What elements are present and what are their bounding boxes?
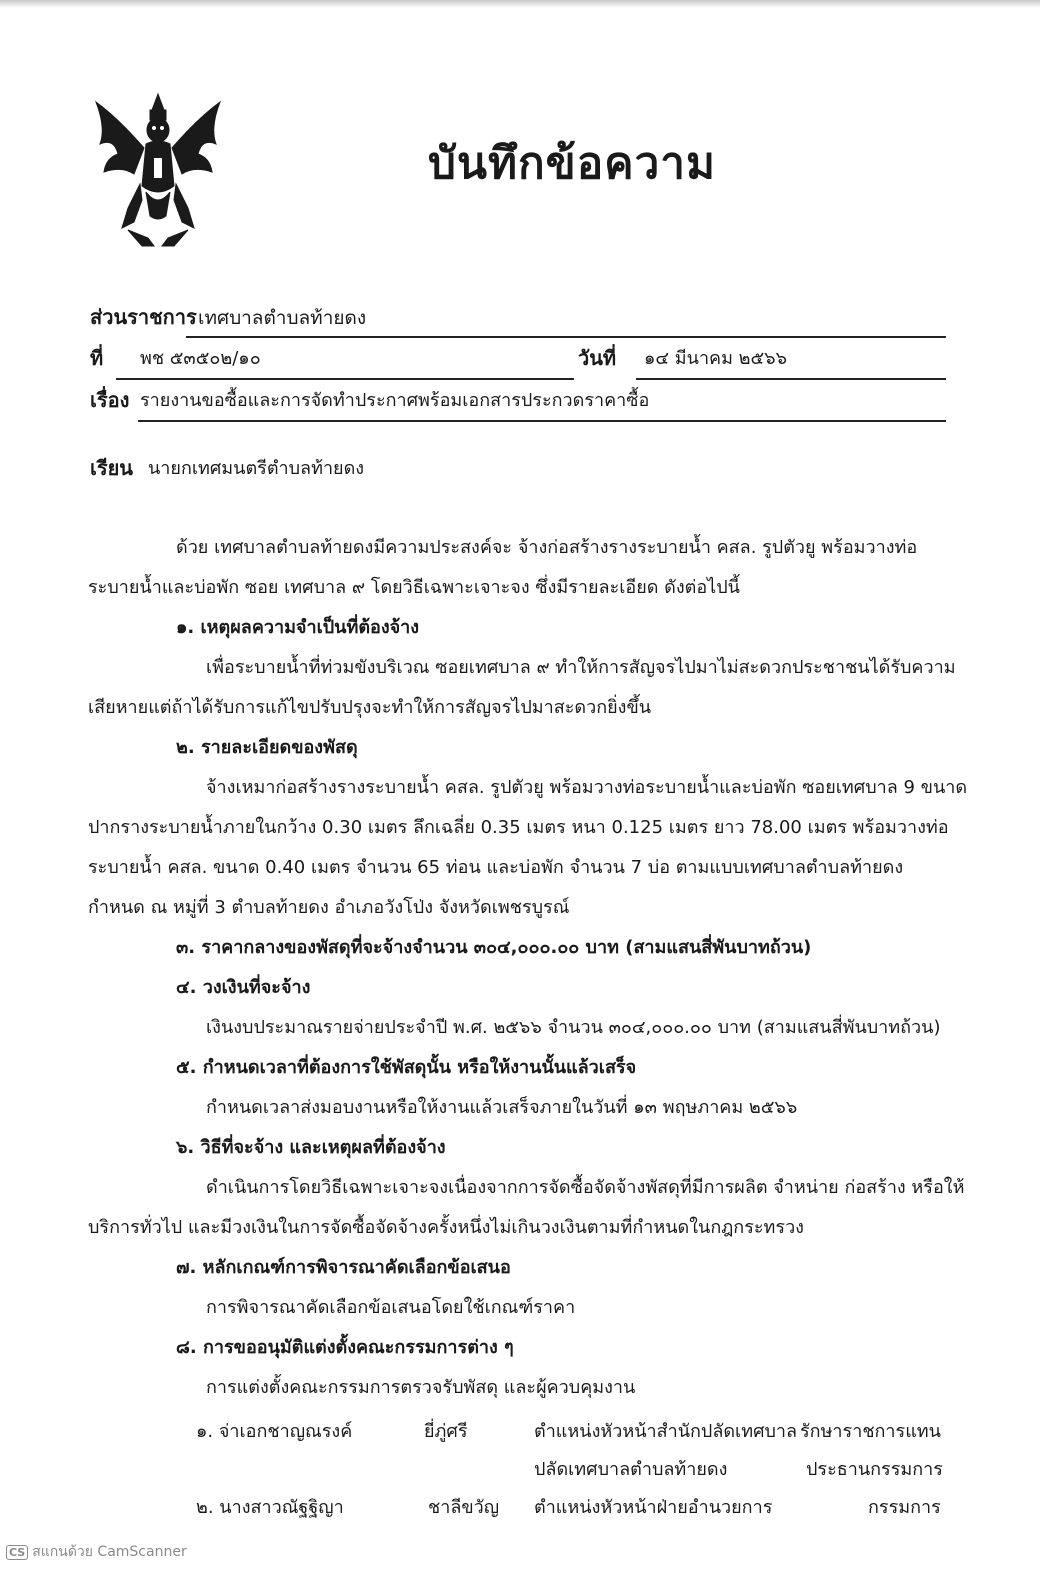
intro-line: ระบายน้ำและบ่อพัก ซอย เทศบาล ๙ โดยวิธีเฉพาะเจาะจง ซึ่งมีรายละเอียด ดังต่อไปนี้ [88, 577, 740, 598]
scanner-watermark [6, 1541, 187, 1563]
section-heading: ๘. การขออนุมัติแต่งตั้งคณะกรรมการต่าง ๆ [176, 1337, 514, 1358]
agency-value: เทศบาลตำบลท้ายดง [198, 307, 367, 329]
committee-member-role: ประธานกรรมการ [806, 1459, 943, 1480]
committee-member-name: ๑. จ่าเอกชาญณรงค์ [196, 1421, 353, 1442]
committee-member-role: รักษาราชการแทน [800, 1421, 941, 1442]
section-text: บริการทั่วไป และมีวงเงินในการจัดซื้อจัดจ้างครั้งหนึ่งไม่เกินวงเงินตามที่กำหนดในกฎกระทรวง [88, 1217, 804, 1238]
garuda-emblem-icon [88, 88, 228, 248]
agency-underline [186, 336, 946, 338]
section-text: ปากรางระบายน้ำภายในกว้าง 0.30 เมตร ลึกเฉลี่ย 0.35 เมตร หนา 0.125 เมตร ยาว 78.00 เมตร พร้อมวางท่อ [88, 817, 949, 838]
subject-label: เรื่อง [90, 388, 130, 412]
intro-line: ด้วย เทศบาลตำบลท้ายดงมีความประสงค์จะ จ้างก่อสร้างรางระบายน้ำ คสล. รูปตัวยู พร้อมวางท่อ [176, 537, 918, 558]
ref-value: พช ๕๓๕๐๒/๑๐ [140, 348, 261, 369]
section-heading: ๗. หลักเกณฑ์การพิจารณาคัดเลือกข้อเสนอ [176, 1257, 511, 1278]
committee-member-name: ๒. นางสาวณัฐฐิญา [196, 1497, 344, 1518]
section-heading: ๓. ราคากลางของพัสดุที่จะจ้างจำนวน ๓๐๔,๐๐๐.๐๐ บาท (สามแสนสี่พันบาทถ้วน) [176, 937, 812, 958]
subject-value: รายงานขอซื้อและการจัดทำประกาศพร้อมเอกสารประกวดราคาซื้อ [140, 390, 650, 411]
document-title: บันทึกข้อความ [428, 138, 717, 189]
scan-edge [0, 0, 1040, 8]
camscanner-icon: CS [6, 1545, 28, 1560]
section-text: การแต่งตั้งคณะกรรมการตรวจรับพัสดุ และผู้ควบคุมงาน [206, 1377, 636, 1398]
committee-member-position: ปลัดเทศบาลตำบลท้ายดง [534, 1459, 728, 1480]
committee-member-surname: ยี่ภู่ศรี [424, 1421, 468, 1442]
date-label: วันที่ [578, 346, 617, 370]
committee-member-role: กรรมการ [868, 1497, 941, 1518]
section-heading: ๒. รายละเอียดของพัสดุ [176, 737, 358, 758]
section-text: เพื่อระบายน้ำที่ท่วมขังบริเวณ ซอยเทศบาล ๙ ทำให้การสัญจรไปมาไม่สะดวกประชาชนได้รับความ [206, 657, 956, 678]
section-text: ระบายน้ำ คสล. ขนาด 0.40 เมตร จำนวน 65 ท่อน และบ่อพัก จำนวน 7 บ่อ ตามแบบเทศบาลตำบลท้ายดง [88, 857, 904, 878]
agency-label: ส่วนราชการ [90, 305, 197, 329]
date-underline [636, 378, 946, 380]
section-text: กำหนด ณ หมู่ที่ 3 ตำบลท้ายดง อำเภอวังโป่ง จังหวัดเพชรบูรณ์ [88, 897, 570, 918]
committee-member-position: ตำแหน่งหัวหน้าฝ่ายอำนวยการ [534, 1497, 773, 1518]
section-heading: ๔. วงเงินที่จะจ้าง [176, 977, 311, 998]
to-value: นายกเทศมนตรีตำบลท้ายดง [148, 458, 365, 479]
committee-member-surname: ชาลีขวัญ [428, 1497, 500, 1518]
committee-member-position: ตำแหน่งหัวหน้าสำนักปลัดเทศบาล [534, 1421, 798, 1442]
to-label: เรียน [90, 456, 133, 480]
subject-underline [138, 420, 946, 422]
ref-underline [116, 378, 574, 380]
section-text: การพิจารณาคัดเลือกข้อเสนอโดยใช้เกณฑ์ราคา [206, 1297, 576, 1318]
section-text: เงินงบประมาณรายจ่ายประจำปี พ.ศ. ๒๕๖๖ จำนวน ๓๐๔,๐๐๐.๐๐ บาท (สามแสนสี่พันบาทถ้วน) [206, 1017, 941, 1038]
scanner-watermark-text: สแกนด้วย CamScanner [32, 1544, 187, 1560]
section-text: จ้างเหมาก่อสร้างรางระบายน้ำ คสล. รูปตัวยู พร้อมวางท่อระบายน้ำและบ่อพัก ซอยเทศบาล 9 ขนาด [206, 777, 968, 798]
section-text: กำหนดเวลาส่งมอบงานหรือให้งานแล้วเสร็จภายในวันที่ ๑๓ พฤษภาคม ๒๕๖๖ [206, 1097, 798, 1118]
memo-body [88, 528, 968, 1408]
section-heading: ๖. วิธีที่จะจ้าง และเหตุผลที่ต้องจ้าง [176, 1137, 446, 1158]
section-text: เสียหายแต่ถ้าได้รับการแก้ไขปรับปรุงจะทำให้การสัญจรไปมาสะดวกยิ่งขึ้น [88, 697, 652, 718]
section-heading: ๑. เหตุผลความจำเป็นที่ต้องจ้าง [176, 617, 420, 638]
ref-label: ที่ [90, 346, 104, 370]
section-heading: ๕. กำหนดเวลาที่ต้องการใช้พัสดุนั้น หรือให้งานนั้นแล้วเสร็จ [176, 1057, 637, 1078]
section-text: ดำเนินการโดยวิธีเฉพาะเจาะจงเนื่องจากการจัดซื้อจัดจ้างพัสดุที่มีการผลิต จำหน่าย ก่อสร้าง หรือให้ [206, 1177, 965, 1198]
date-value: ๑๔ มีนาคม ๒๕๖๖ [644, 348, 788, 369]
